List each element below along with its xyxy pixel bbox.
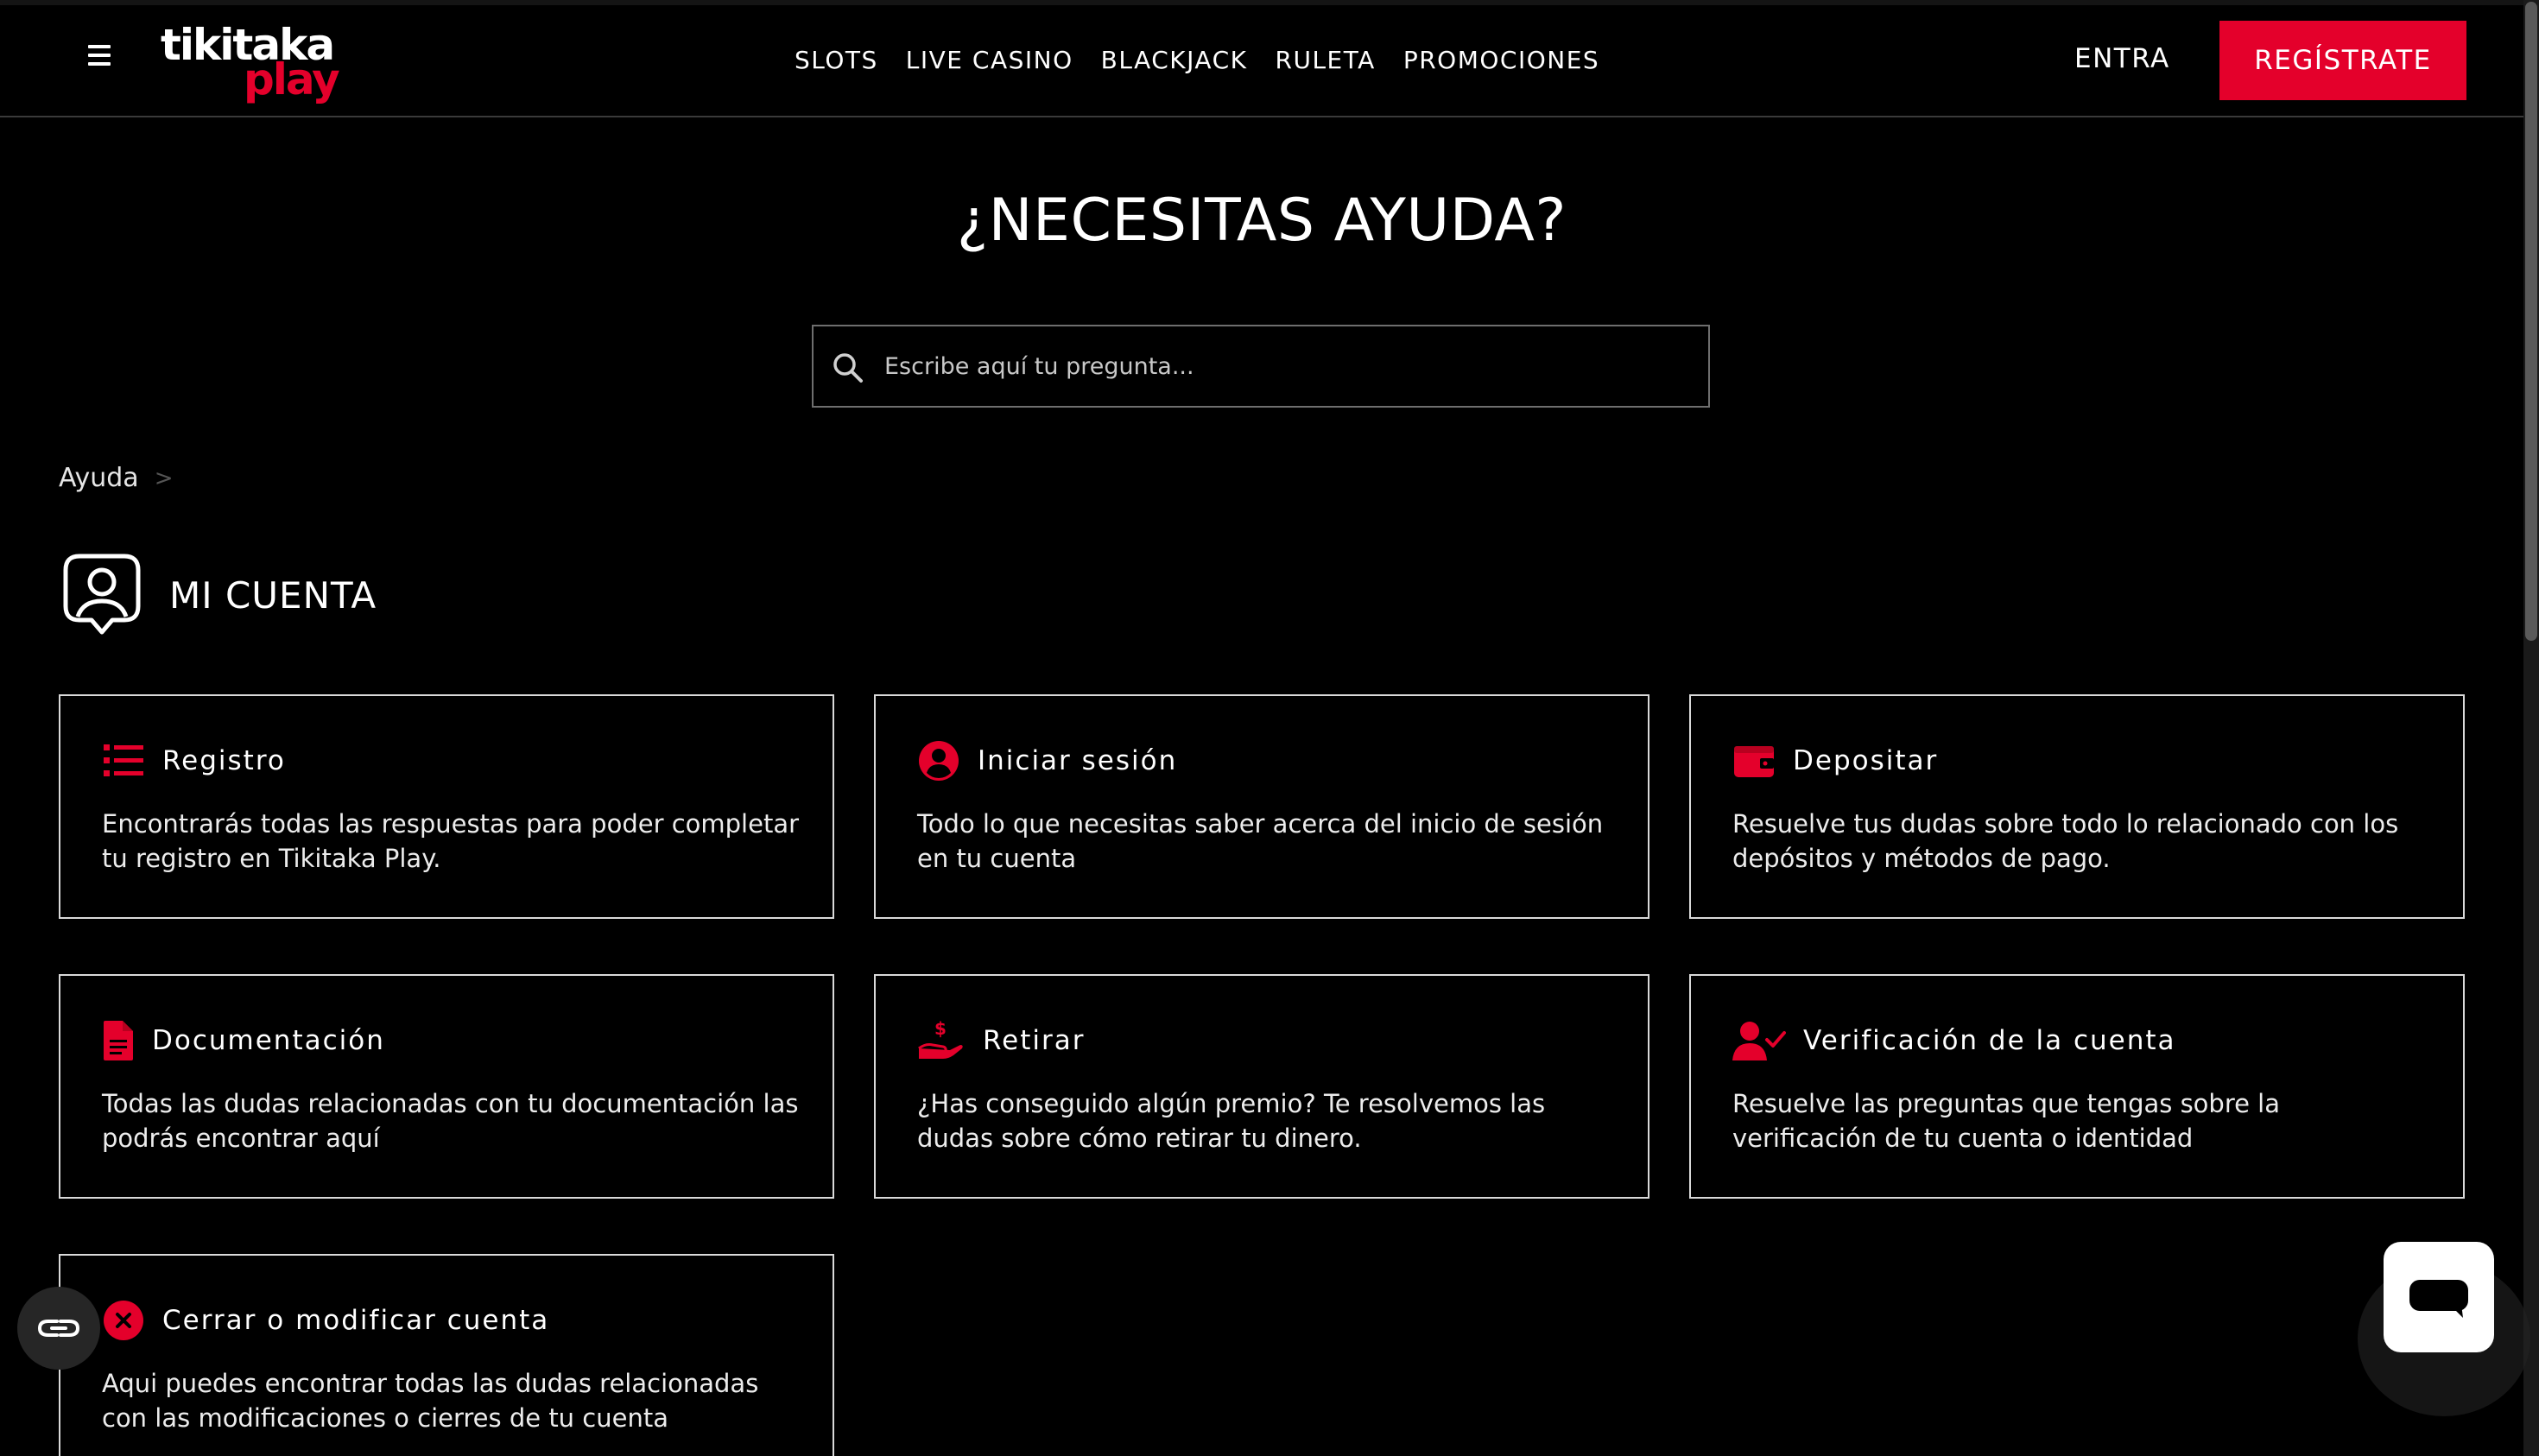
search-box (812, 325, 1710, 408)
card-title: Verificación de la cuenta (1803, 1025, 2176, 1056)
scrollbar-thumb[interactable] (2525, 2, 2537, 641)
help-card-registro[interactable] (59, 694, 834, 919)
page-title: ¿NECESITAS AYUDA? (957, 187, 1567, 255)
breadcrumb-separator: > (154, 465, 174, 491)
search-input[interactable] (883, 328, 1686, 404)
card-title: Retirar (983, 1025, 1086, 1056)
card-description: Todo lo que necesitas saber acerca del inicio de sesión en tu cuenta (917, 809, 1604, 873)
card-title: Registro (162, 745, 286, 776)
user-check-icon (1732, 1019, 1786, 1062)
breadcrumb-link-ayuda[interactable]: Ayuda (59, 463, 139, 493)
help-card-cerrar-cuenta[interactable] (59, 1254, 834, 1456)
breadcrumb (59, 463, 173, 493)
help-card-verificacion[interactable] (1689, 974, 2465, 1199)
nav-item-promociones[interactable]: PROMOCIONES (1402, 46, 1600, 74)
help-card-iniciar-sesion[interactable] (874, 694, 1649, 919)
register-button[interactable]: REGÍSTRATE (2219, 21, 2466, 100)
help-card-documentacion[interactable] (59, 974, 834, 1199)
nav-item-blackjack[interactable]: BLACKJACK (1100, 46, 1248, 74)
help-card-depositar[interactable] (1689, 694, 2465, 919)
section-title: MI CUENTA (169, 574, 377, 617)
card-description: Todas las dudas relacionadas con tu documentación las podrás encontrar aquí (102, 1089, 799, 1153)
card-description: Resuelve tus dudas sobre todo lo relacionado con los depósitos y métodos de pago. (1732, 809, 2399, 873)
money-hand-icon (917, 1019, 966, 1062)
list-icon (102, 739, 145, 782)
card-description: Aqui puedes encontrar todas las dudas relacionadas con las modificaciones o cierres de tu cuenta (102, 1369, 759, 1433)
help-card-retirar[interactable] (874, 974, 1649, 1199)
card-description: Encontrarás todas las respuestas para poder completar tu registro en Tikitaka Play. (102, 809, 800, 873)
brand-logo-line1: tikitaka (161, 20, 334, 70)
login-link[interactable]: ENTRA (2074, 43, 2170, 74)
accessibility-button[interactable] (17, 1287, 100, 1370)
chat-button[interactable] (2384, 1242, 2494, 1352)
svg-text:$: $ (934, 1019, 947, 1039)
nav-item-ruleta[interactable]: RULETA (1275, 46, 1376, 74)
card-title: Cerrar o modificar cuenta (162, 1305, 550, 1336)
accessibility-icon (36, 1316, 81, 1340)
close-circle-icon (102, 1299, 145, 1342)
nav-item-slots[interactable]: SLOTS (795, 46, 878, 74)
nav-item-live-casino[interactable]: LIVE CASINO (905, 46, 1073, 74)
user-circle-icon (917, 739, 960, 782)
card-description: ¿Has conseguido algún premio? Te resolvemos las dudas sobre cómo retirar tu dinero. (917, 1089, 1546, 1153)
header-top-strip (0, 0, 2523, 5)
card-title: Iniciar sesión (978, 745, 1178, 776)
search-icon (831, 351, 865, 385)
user-badge-icon (60, 553, 143, 639)
brand-logo-line2: play (244, 54, 339, 104)
brand-logo[interactable] (161, 21, 351, 104)
hamburger-menu-icon[interactable] (86, 45, 117, 71)
card-title: Documentación (152, 1025, 385, 1056)
site-header (0, 0, 2523, 117)
card-title: Depositar (1793, 745, 1939, 776)
wallet-icon (1732, 739, 1776, 782)
document-icon (102, 1019, 135, 1062)
card-description: Resuelve las preguntas que tengas sobre la verificación de tu cuenta o identidad (1732, 1089, 2281, 1153)
chat-icon (2409, 1280, 2468, 1318)
main-nav (795, 43, 1599, 78)
